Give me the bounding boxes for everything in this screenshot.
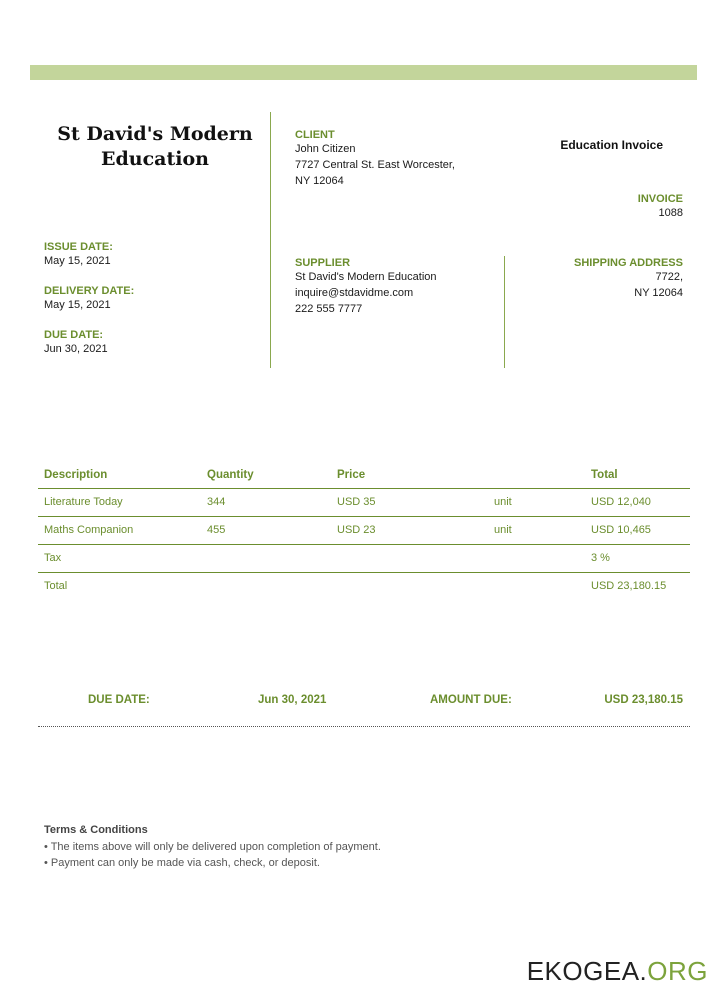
client-label: CLIENT <box>295 129 335 141</box>
tax-row <box>38 544 690 572</box>
due-date-value: Jun 30, 2021 <box>44 343 108 355</box>
invoice-label: INVOICE <box>637 193 683 205</box>
shipping-line2: NY 12064 <box>634 287 683 299</box>
grand-total-label: Total <box>44 580 68 593</box>
supplier-email: inquire@stdavidme.com <box>295 287 414 299</box>
header-quantity: Quantity <box>201 462 331 488</box>
company-name: St David's Modern Education <box>57 123 253 170</box>
supplier-name: St David's Modern Education <box>295 271 437 283</box>
terms-title: Terms & Conditions <box>44 824 148 836</box>
shipping-label: SHIPPING ADDRESS <box>573 257 683 269</box>
row-description: Literature Today <box>38 488 201 516</box>
header-price: Price <box>331 462 488 488</box>
client-address-line2: NY 12064 <box>295 175 344 187</box>
watermark-part2: ORG <box>647 956 708 986</box>
column-divider-left <box>270 112 271 368</box>
header-total: Total <box>585 462 690 488</box>
row-unit: unit <box>488 516 585 544</box>
tax-label: Tax <box>38 544 201 572</box>
table-row <box>38 516 690 544</box>
column-divider-right <box>504 256 505 368</box>
shipping-block <box>574 257 683 301</box>
issue-date-value: May 15, 2021 <box>44 255 111 267</box>
due-date-label: DUE DATE: <box>44 329 104 341</box>
row-unit: unit <box>488 488 585 516</box>
delivery-date-value: May 15, 2021 <box>44 299 111 311</box>
shipping-line1: 7722, <box>655 271 683 283</box>
watermark-part1: EKOGEA. <box>526 956 648 986</box>
issue-date-label: ISSUE DATE: <box>44 241 113 253</box>
tax-value: 3 % <box>585 544 690 572</box>
row-price: USD 23 <box>331 516 488 544</box>
delivery-date-label: DELIVERY DATE: <box>44 285 135 297</box>
summary-due-label: DUE DATE: <box>88 694 150 706</box>
table-header-row <box>38 462 690 488</box>
supplier-phone: 222 555 7777 <box>295 303 363 315</box>
supplier-block <box>295 257 437 317</box>
terms-item: • Payment can only be made via cash, check, or deposit. <box>44 857 320 869</box>
header-unit <box>488 462 585 488</box>
dates-block <box>44 241 134 357</box>
row-quantity: 344 <box>201 488 331 516</box>
watermark-logo <box>527 956 708 987</box>
summary-amount-label: AMOUNT DUE: <box>430 694 512 706</box>
row-price: USD 35 <box>331 488 488 516</box>
summary-divider <box>38 726 690 727</box>
row-quantity: 455 <box>201 516 331 544</box>
header-color-bar <box>30 65 697 80</box>
row-description: Maths Companion <box>38 516 201 544</box>
client-block <box>295 129 455 189</box>
header-description: Description <box>38 462 201 488</box>
client-address-line1: 7727 Central St. East Worcester, <box>295 159 455 171</box>
summary-amount-value: USD 23,180.15 <box>604 694 683 706</box>
document-title: Education Invoice <box>560 138 663 152</box>
table-row <box>38 488 690 516</box>
row-total: USD 12,040 <box>585 488 690 516</box>
terms-item: • The items above will only be delivered upon completion of payment. <box>44 841 381 853</box>
grand-total-value: USD 23,180.15 <box>591 580 667 593</box>
grand-total-row <box>38 572 690 600</box>
supplier-label: SUPPLIER <box>295 257 351 269</box>
row-total: USD 10,465 <box>585 516 690 544</box>
invoice-block <box>638 193 683 221</box>
items-table <box>38 462 690 600</box>
invoice-number: 1088 <box>658 207 683 219</box>
summary-due-value: Jun 30, 2021 <box>258 694 327 706</box>
client-name: John Citizen <box>295 143 356 155</box>
